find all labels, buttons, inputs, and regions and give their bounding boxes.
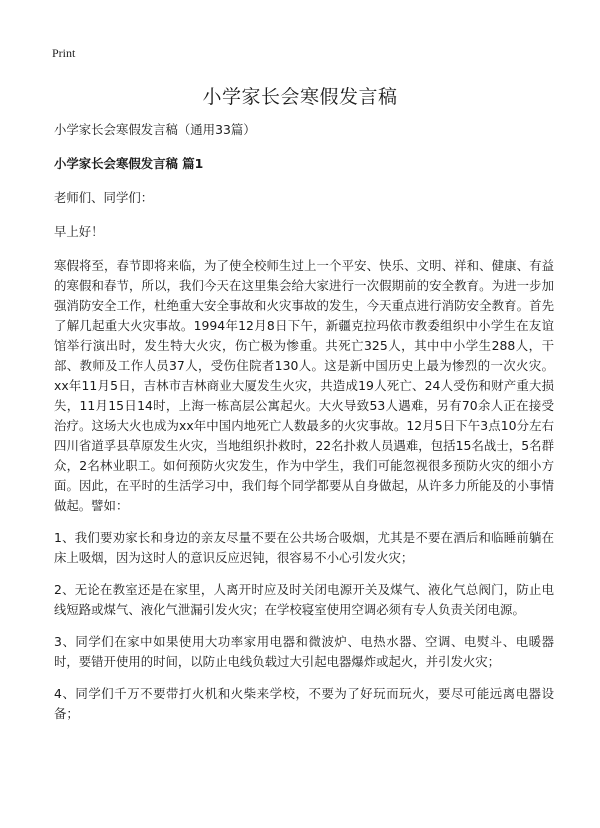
greeting: 早上好！ (54, 224, 104, 239)
document-content (54, 120, 554, 736)
document-title: 小学家长会寒假发言稿 (202, 86, 398, 108)
list-item: 3、同学们在家中如果使用大功率家用电器和微波炉、电热水器、空调、电熨斗、电暖器时，要错开使用的时间，以防止电线负载过大引起电器爆炸或起火，并引发火灾； (54, 634, 554, 669)
list-item: 4、同学们千万不要带打火机和火柴来学校，不要为了好玩而玩火，要尽可能远离电器设备； (54, 686, 554, 721)
section-heading: 小学家长会寒假发言稿 篇1 (54, 156, 204, 171)
list-item: 1、我们要劝家长和身边的亲友尽量不要在公共场合吸烟，尤其是不要在酒后和临睡前躺在床上吸烟，因为这时人的意识反应迟钝，很容易不小心引发火灾； (54, 530, 554, 565)
salutation: 老师们、同学们： (54, 190, 154, 205)
document-subtitle: 小学家长会寒假发言稿（通用33篇） (54, 122, 256, 137)
list-item: 2、无论在教室还是在家里，人离开时应及时关闭电源开关及煤气、液化气总阀门，防止电线短路或煤气、液化气泄漏引发火灾；在学校寝室使用空调必须有专人负责关闭电源。 (54, 582, 554, 617)
body-paragraph: 寒假将至，春节即将来临，为了使全校师生过上一个平安、快乐、文明、祥和、健康、有益的寒假和春节，所以，我们今天在这里集会给大家进行一次假期前的安全教育。为进一步加强消防安全工作，杜绝重大安全事故和火灾事故的发生，今天重点进行消防安全教育。首先了解几起重大火灾事故。1994年12月8日下午，新疆克拉玛依市教委组织中小学生在友谊馆举行演出时，发生特大火灾，伤亡极为惨重。共死亡325人，其中中小学生288人，干部、教师及工作人员37人，受伤住院者130人。这是新中国历史上最为惨烈的一次火灾。xx年11月5日，吉林市吉林商业大厦发生火灾，共造成19人死亡、24人受伤和财产重大损失，11月15日14时，上海一栋高层公寓起火。大火导致53人遇难，另有70余人正在接受治疗。这场大火也成为xx年中国内地死亡人数最多的火灾事故。12月5日下午3点10分左右四川省道孚县草原发生火灾，当地组织扑救时，22名扑救人员遇难，包括15名战士，5名群众，2名林业职工。如何预防火灾发生，作为中学生，我们可能忽视很多预防火灾的细小方面。因此，在平时的生活学习中，我们每个同学都要从自身做起，从许多力所能及的小事情做起。譬如： (54, 258, 554, 513)
print-link[interactable]: Print (52, 46, 76, 60)
